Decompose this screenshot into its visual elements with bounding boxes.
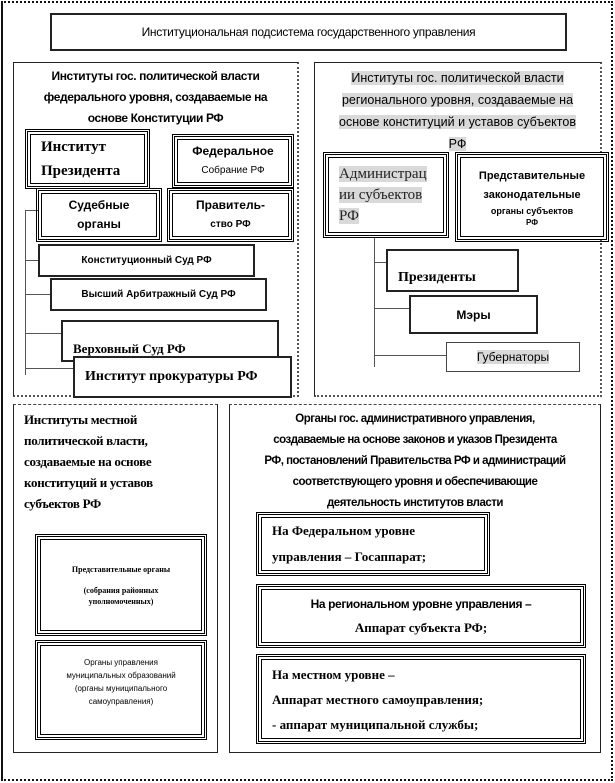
government-box: Правитель- ство РФ xyxy=(169,190,292,240)
prosecutor-box: Институт прокуратуры РФ xyxy=(73,356,292,398)
supreme-court-box: Верховный Суд РФ xyxy=(61,320,279,362)
diagram-title xyxy=(50,13,567,51)
regional-panel-heading: Институты гос. политической власти регионального уровня, создаваемые на основе конституций и уставов субъектов РФ xyxy=(339,71,576,151)
arbitration-court-box: Высший Арбитражный Суд РФ xyxy=(50,278,267,311)
constitutional-court-box: Конституционный Суд РФ xyxy=(38,244,255,277)
administrations-box: Администрац ии субъектов РФ xyxy=(325,154,447,236)
president-box: Институт Президента xyxy=(27,131,148,187)
connector-line xyxy=(25,210,26,375)
connector-line xyxy=(25,210,39,211)
legislative-box: Представительные законодательные органы субъектов РФ xyxy=(457,154,607,240)
judicial-box: Судебные органы xyxy=(38,190,160,240)
federal-assembly-box: Федеральное Собрание РФ xyxy=(174,136,292,186)
connector-line xyxy=(25,368,75,369)
connector-line xyxy=(374,308,410,309)
connector-line xyxy=(374,262,386,263)
governors-box: Губернаторы xyxy=(446,342,580,372)
regional-level-box: На региональном уровне управления – Аппарат субъекта РФ; xyxy=(258,586,584,646)
mayors-box: Мэры xyxy=(409,295,538,334)
municipal-bodies-box: Органы управления муниципальных образований (органы муниципального самоуправления) xyxy=(37,642,205,738)
title-text: Институциональная подсистема государственного управления xyxy=(141,25,476,39)
connector-line xyxy=(374,355,446,356)
admin-panel-heading: Органы гос. административного управления, создаваемые на основе законов и указов Президента РФ, постановлений Правительства РФ и администраций соответствующего уровня и обеспечивающие деятельность институтов власти xyxy=(264,413,566,509)
presidents-box: Президенты xyxy=(386,249,519,292)
federal-panel-heading: Институты гос. политической власти федерального уровня, создаваемые на основе Конституции РФ xyxy=(43,69,268,125)
local-level-box: На местном уровне – Аппарат местного самоуправления; - аппарат муниципальной службы; xyxy=(258,656,584,742)
representative-bodies-box: Представительные органы (собрания районных уполномоченных) xyxy=(37,536,205,634)
connector-line xyxy=(374,237,375,367)
connector-line xyxy=(25,333,63,334)
connector-line xyxy=(25,260,39,261)
federal-level-box: На Федеральном уровне управления – Госаппарат; xyxy=(258,514,488,574)
local-panel-heading: Институты местной политической власти, создаваемые на основе конституций и уставов субъектов РФ xyxy=(24,412,153,511)
connector-line xyxy=(25,294,51,295)
